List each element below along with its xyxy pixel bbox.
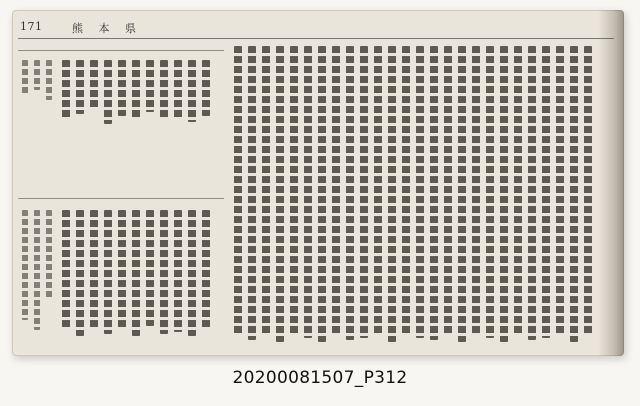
text-column: [318, 46, 326, 342]
text-column: [444, 46, 452, 336]
table-column-text: [146, 60, 154, 112]
table-column-text: [132, 210, 140, 336]
table-column-text: [118, 210, 126, 330]
text-column: [430, 46, 438, 340]
text-column: [472, 46, 480, 334]
image-caption: 20200081507_P312: [232, 368, 408, 388]
statistics-table: [18, 50, 224, 346]
table-column-text: [90, 210, 98, 328]
table-column-text: [174, 210, 182, 332]
table-mid-rule: [18, 198, 224, 199]
text-column: [374, 46, 382, 336]
table-column-text: [188, 210, 196, 336]
text-column: [248, 46, 256, 340]
table-column-text: [202, 60, 210, 116]
book-page: [12, 10, 624, 356]
table-column-text: [174, 60, 182, 118]
table-column-text: [34, 210, 40, 330]
table-column-text: [62, 210, 70, 330]
text-column: [486, 46, 494, 338]
table-column-text: [202, 210, 210, 328]
text-column: [584, 46, 592, 334]
text-column: [514, 46, 522, 336]
text-column: [458, 46, 466, 342]
table-column-text: [34, 60, 40, 90]
text-column: [556, 46, 564, 336]
table-column-text: [76, 210, 84, 336]
table-column-text: [104, 210, 112, 334]
table-column-text: [46, 210, 52, 300]
table-column-text: [90, 60, 98, 110]
text-column: [346, 46, 354, 340]
text-column: [388, 46, 396, 342]
text-column: [542, 46, 550, 338]
table-column-text: [22, 210, 28, 320]
text-column: [290, 46, 298, 334]
table-column-text: [104, 60, 112, 124]
table-column-text: [132, 60, 140, 120]
text-column: [276, 46, 284, 342]
text-column: [304, 46, 312, 338]
page-header-title: 熊 本 県: [72, 22, 142, 35]
table-column-text: [76, 60, 84, 114]
text-column: [402, 46, 410, 334]
text-column: [570, 46, 578, 342]
table-column-text: [118, 60, 126, 116]
header-rule: [18, 38, 614, 39]
table-column-text: [146, 210, 154, 326]
text-column: [416, 46, 424, 338]
text-column: [528, 46, 536, 340]
table-top-rule: [18, 50, 224, 51]
text-column: [234, 46, 242, 336]
table-column-text: [46, 60, 52, 100]
table-column-text: [188, 60, 196, 122]
body-text: [234, 46, 606, 346]
table-column-text: [160, 60, 168, 120]
book-binding-shadow: [598, 10, 624, 356]
text-column: [360, 46, 368, 338]
text-column: [500, 46, 508, 342]
text-column: [332, 46, 340, 336]
table-column-text: [22, 60, 28, 96]
text-column: [262, 46, 270, 336]
table-column-text: [62, 60, 70, 120]
table-column-text: [160, 210, 168, 334]
page-number: 171: [20, 20, 43, 33]
